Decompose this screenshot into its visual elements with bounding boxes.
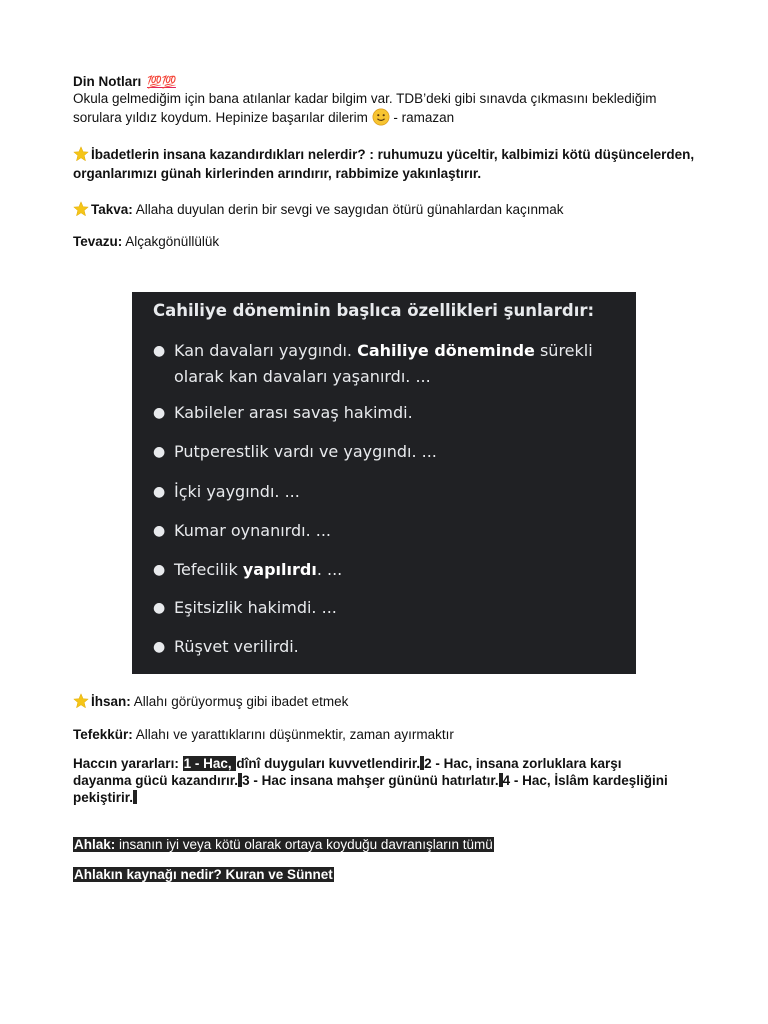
intro-paragraph (73, 89, 703, 127)
item-text: Tefecilik (174, 560, 243, 579)
star-icon (73, 693, 89, 709)
ihsan-definition: Allahı görüyormuş gibi ibadet etmek (130, 694, 349, 709)
panel-item (153, 338, 623, 390)
item-text-post: sürekli olarak kan davaları yaşanırdı. ... (174, 341, 593, 386)
hac-point-4: 4 - Hac, İslâm kardeşliğini pekiştirir. (73, 773, 668, 805)
panel-item (153, 634, 623, 660)
smiley-icon (372, 108, 390, 126)
hac-point-3: 3 - Hac insana mahşer gününü hatırlatır. (242, 773, 499, 788)
note-ahlak (73, 835, 703, 854)
hac-point-1: dînî duyguları kuvvetlendirir. (236, 756, 421, 771)
note-takva (73, 200, 703, 219)
panel-item (153, 595, 623, 621)
panel-item (153, 439, 623, 465)
tevazu-definition: Alçakgönüllülük (122, 234, 220, 249)
hac-point-2: 2 - Hac, insana zorluklara karşı dayanma gücü kazandırır. (73, 756, 622, 788)
cahiliye-panel (132, 292, 636, 674)
takva-term: Takva: (91, 202, 133, 217)
bullet-icon: ● (153, 639, 166, 655)
doc-title: Din Notları (73, 74, 142, 89)
item-text-post: . ... (316, 560, 343, 579)
bullet-icon: ● (153, 562, 166, 578)
hac-highlight-1: 1 - Hac, (183, 756, 236, 771)
bullet-icon: ● (153, 343, 166, 359)
star-icon (73, 201, 89, 217)
highlight-mark (133, 790, 137, 804)
hundred-points-icon: 💯💯 (147, 75, 176, 89)
note-hac (73, 755, 673, 806)
hac-label: Haccın yararları: (73, 756, 183, 771)
intro-text: Okula gelmediğim için bana atılanlar kadar bilgim var. TDB’deki gibi sınavda çıkmasını beklediğim sorulara yıldız koydum. Hepinize başarılar dilerim (73, 91, 657, 125)
panel-title: Cahiliye döneminin başlıca özellikleri şunlardır: (153, 301, 595, 320)
tefekkur-term: Tefekkür: (73, 727, 133, 742)
ahlak-term: Ahlak: (74, 837, 116, 852)
item-text: Kan davaları yaygındı. (174, 341, 358, 360)
ihsan-term: İhsan: (91, 694, 131, 709)
bullet-icon: ● (153, 523, 166, 539)
item-text: Putperestlik vardı ve yaygındı. ... (174, 442, 437, 461)
panel-item (153, 479, 623, 505)
item-text: Rüşvet verilirdi. (174, 637, 299, 656)
bullet-icon: ● (153, 484, 166, 500)
ahlak-definition: insanın iyi veya kötü olarak ortaya koyduğu davranışların tümü (115, 837, 493, 852)
note-ihsan (73, 692, 703, 711)
note-tevazu (73, 232, 703, 251)
note-tefekkur (73, 725, 703, 744)
item-text: Kumar oynanırdı. ... (174, 521, 332, 540)
tevazu-term: Tevazu: (73, 234, 123, 249)
item-bold: yapılırdı (242, 560, 317, 579)
note-ahlak-source (73, 865, 703, 884)
panel-item (153, 518, 623, 544)
bullet-icon: ● (153, 444, 166, 460)
tefekkur-definition: Allahı ve yarattıklarını düşünmektir, zaman ayırmaktır (132, 727, 454, 742)
takva-definition: Allaha duyulan derin bir sevgi ve saygıdan ötürü günahlardan kaçınmak (132, 202, 564, 217)
intro-signoff: - ramazan (393, 110, 455, 125)
bullet-icon: ● (153, 405, 166, 421)
note-ibadet (73, 145, 703, 183)
panel-item (153, 557, 623, 583)
panel-item (153, 400, 623, 426)
star-icon (73, 146, 89, 162)
bullet-icon: ● (153, 600, 166, 616)
item-bold: Cahiliye döneminde (357, 341, 535, 360)
ahlak-source-question: Ahlakın kaynağı nedir? Kuran ve Sünnet (74, 867, 333, 882)
item-text: Eşitsizlik hakimdi. ... (174, 598, 337, 617)
item-text: İçki yaygındı. ... (174, 482, 300, 501)
item-text: Kabileler arası savaş hakimdi. (174, 403, 413, 422)
ibadet-text: İbadetlerin insana kazandırdıkları nelerdir? : ruhumuzu yüceltir, kalbimizi kötü düşüncelerden, organlarımızı günah kirlerinden arındırır, rabbimize yakınlaştırır. (73, 147, 695, 181)
